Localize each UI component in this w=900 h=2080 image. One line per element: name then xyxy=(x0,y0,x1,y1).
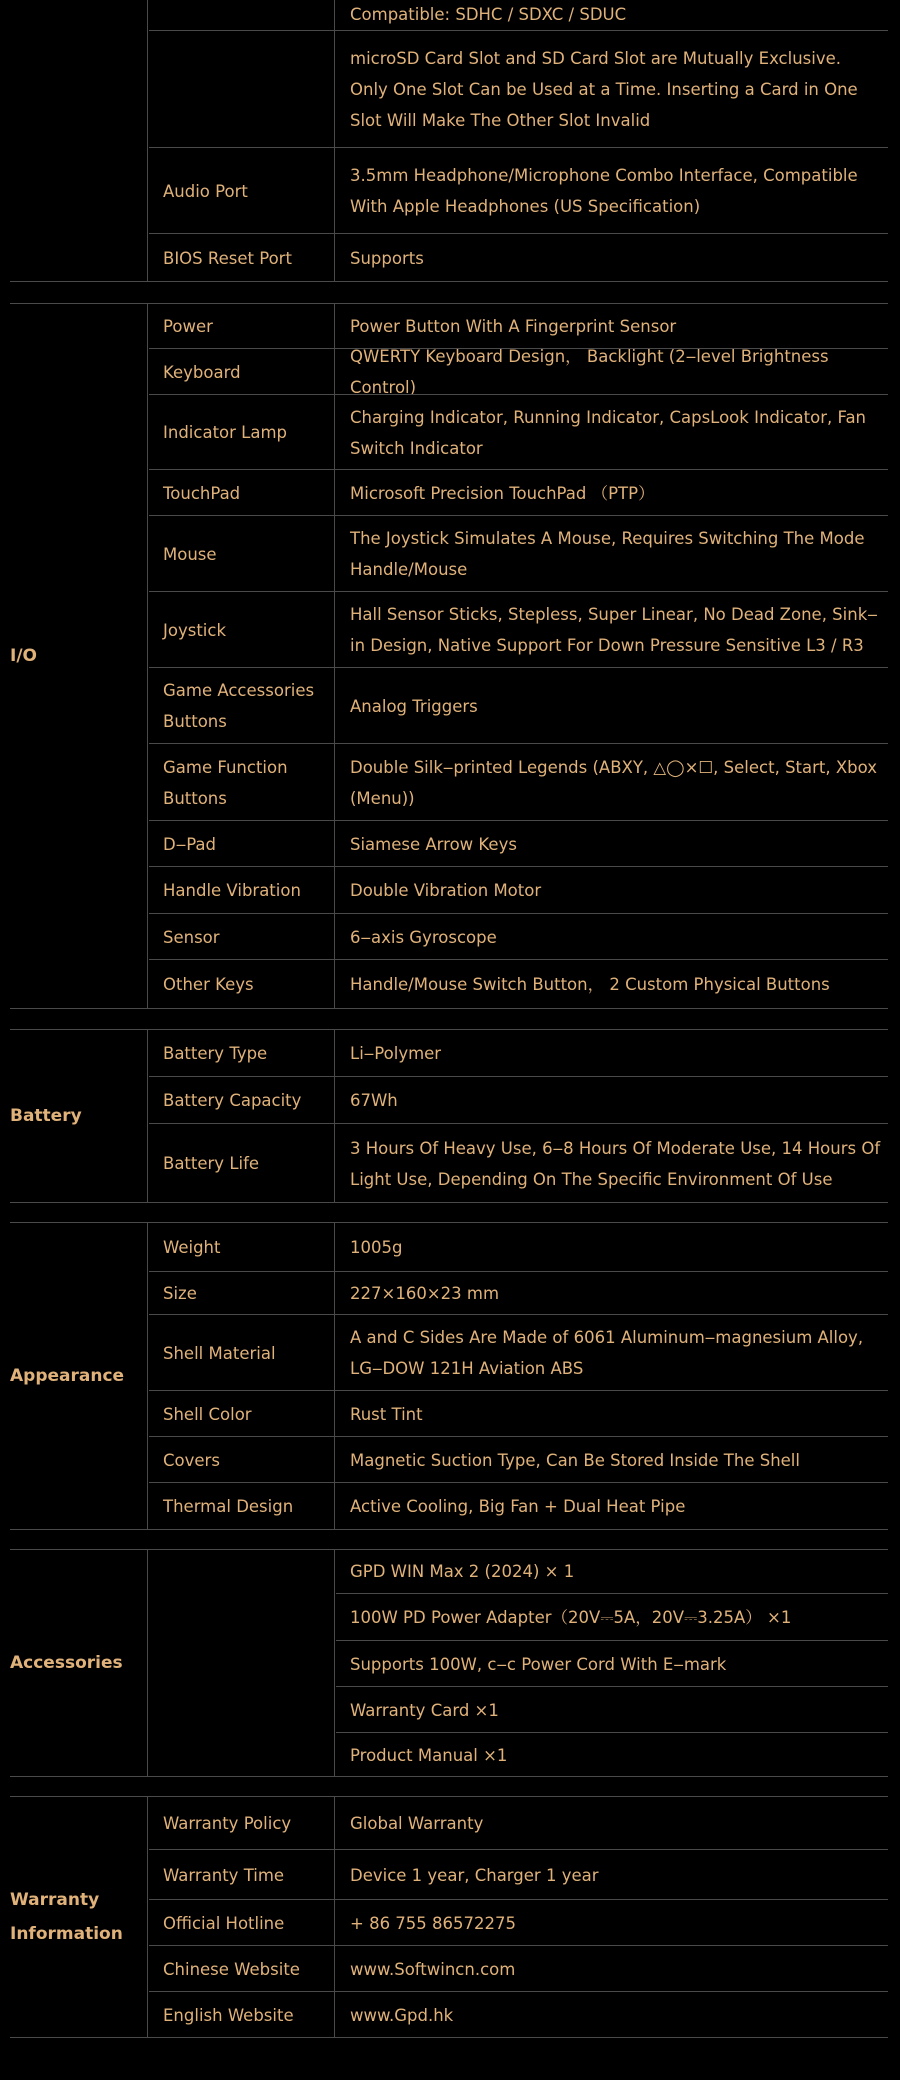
section-category: Accessories xyxy=(10,1550,148,1776)
spec-row xyxy=(149,1797,888,1849)
spec-row xyxy=(336,1732,888,1777)
spec-label: Game Function Buttons xyxy=(149,744,335,821)
spec-row xyxy=(149,1390,888,1437)
spec-value: Compatible: SDHC / SDXC / SDUC xyxy=(350,4,627,24)
spec-value[interactable]: www.Gpd.hk xyxy=(350,2005,454,2025)
spec-value: A and C Sides Are Made of 6061 Aluminum‒magnesium Alloy, LG‒DOW 121H Aviation ABS xyxy=(350,1328,864,1378)
spec-row xyxy=(149,1314,888,1391)
spec-value: Hall Sensor Sticks, Stepless, Super Linear, No Dead Zone, Sink‒in Design, Native Support For Down Pressure Sensitive L3 / R3 xyxy=(350,605,878,655)
spec-label: Mouse xyxy=(149,516,335,592)
spec-row xyxy=(149,667,888,744)
spec-row xyxy=(149,591,888,668)
spec-value: Global Warranty xyxy=(350,1813,484,1833)
spec-value: Microsoft Precision TouchPad （PTP） xyxy=(350,483,655,503)
spec-value: 227×160×23 mm xyxy=(350,1284,500,1303)
section-rows xyxy=(149,1223,888,1529)
spec-row xyxy=(149,469,888,516)
spec-label: Official Hotline xyxy=(149,1900,335,1946)
section-category xyxy=(10,0,148,281)
spec-value: + 86 755 86572275 xyxy=(350,1913,517,1933)
spec-label xyxy=(149,31,335,148)
spec-label: Shell Material xyxy=(149,1315,335,1391)
spec-value: 100W PD Power Adapter（20V⎓5A，20V⎓3.25A） ×1 xyxy=(350,1608,792,1627)
spec-label: Audio Port xyxy=(149,148,335,234)
spec-row xyxy=(149,1436,888,1483)
spec-section-io xyxy=(10,303,888,1009)
spec-section-warranty xyxy=(10,1796,888,2038)
spec-row xyxy=(149,820,888,867)
spec-label: Other Keys xyxy=(149,960,335,1009)
spec-label: TouchPad xyxy=(149,470,335,516)
spec-label: Warranty Time xyxy=(149,1850,335,1900)
spec-label: Keyboard xyxy=(149,349,335,395)
spec-row xyxy=(149,1550,888,1593)
section-rows xyxy=(149,1550,888,1776)
spec-label: Thermal Design xyxy=(149,1483,335,1530)
spec-label: Chinese Website xyxy=(149,1946,335,1992)
spec-row xyxy=(149,1271,888,1315)
spec-row xyxy=(149,394,888,470)
spec-row xyxy=(149,743,888,821)
spec-row xyxy=(149,866,888,914)
spec-value: Supports xyxy=(350,248,424,268)
spec-value: Supports 100W, c‒c Power Cord With E‒mark xyxy=(350,1654,727,1674)
spec-value: Magnetic Suction Type, Can Be Stored Inside The Shell xyxy=(350,1450,800,1470)
spec-label: Power xyxy=(149,304,335,348)
spec-value: Li‒Polymer xyxy=(350,1043,442,1063)
spec-label xyxy=(149,0,335,30)
section-category: I/O xyxy=(10,304,148,1008)
spec-row xyxy=(149,1945,888,1992)
spec-row xyxy=(149,1849,888,1900)
spec-row xyxy=(336,1640,888,1687)
spec-row xyxy=(149,1482,888,1530)
spec-label: Handle Vibration xyxy=(149,867,335,914)
spec-label: BIOS Reset Port xyxy=(149,234,335,282)
section-category: Appearance xyxy=(10,1223,148,1529)
spec-row xyxy=(149,348,888,395)
spec-row xyxy=(149,1123,888,1203)
spec-value: 1005g xyxy=(350,1237,403,1257)
spec-value: Warranty Card ×1 xyxy=(350,1700,499,1720)
spec-value: 3 Hours Of Heavy Use, 6‒8 Hours Of Moderate Use, 14 Hours Of Light Use, Depending On The Specific Environment Of Use xyxy=(350,1138,881,1189)
spec-label: Size xyxy=(149,1272,335,1315)
spec-value: 6‒axis Gyroscope xyxy=(350,927,497,947)
spec-row xyxy=(149,1223,888,1271)
spec-row xyxy=(149,147,888,234)
spec-value: GPD WIN Max 2 (2024) × 1 xyxy=(350,1562,575,1581)
spec-label: Joystick xyxy=(149,592,335,668)
spec-label: Warranty Policy xyxy=(149,1797,335,1849)
spec-row xyxy=(336,1686,888,1733)
spec-section-accessories xyxy=(10,1549,888,1777)
section-rows xyxy=(149,0,888,281)
spec-section-storage-ports xyxy=(10,0,888,282)
spec-row xyxy=(149,1899,888,1946)
spec-row xyxy=(149,913,888,960)
spec-value: 67Wh xyxy=(350,1091,398,1110)
spec-label: Game Accessories Buttons xyxy=(149,668,335,744)
spec-label: English Website xyxy=(149,1992,335,2038)
spec-value: QWERTY Keyboard Design， Backlight (2‒level Brightness Control) xyxy=(350,347,829,397)
spec-row xyxy=(149,1991,888,2038)
section-category: Battery xyxy=(10,1030,148,1202)
spec-section-battery xyxy=(10,1029,888,1203)
spec-value: 3.5mm Headphone/Microphone Combo Interface, Compatible With Apple Headphones (US Specification) xyxy=(350,166,858,216)
spec-label: Weight xyxy=(149,1223,335,1271)
section-rows xyxy=(149,1797,888,2037)
spec-value: Product Manual ×1 xyxy=(350,1745,508,1765)
spec-row xyxy=(149,515,888,592)
spec-row xyxy=(149,233,888,282)
spec-value: Analog Triggers xyxy=(350,696,478,716)
spec-value: Active Cooling, Big Fan + Dual Heat Pipe xyxy=(350,1497,686,1516)
spec-value: microSD Card Slot and SD Card Slot are Mutually Exclusive. Only One Slot Can be Used at a Time. Inserting a Card in One Slot Will Make The Other Slot Invalid xyxy=(350,49,858,130)
spec-row xyxy=(149,959,888,1009)
spec-row xyxy=(149,0,888,30)
section-rows xyxy=(149,1030,888,1202)
spec-row xyxy=(149,1030,888,1076)
spec-value: Handle/Mouse Switch Button， 2 Custom Physical Buttons xyxy=(350,975,830,994)
spec-value: Device 1 year, Charger 1 year xyxy=(350,1865,599,1885)
spec-label: Battery Capacity xyxy=(149,1077,335,1124)
spec-value: Double Silk‒printed Legends (ABXY, △◯×☐, Select, Start, Xbox (Menu)) xyxy=(350,757,877,808)
spec-row xyxy=(149,30,888,148)
spec-section-appearance xyxy=(10,1222,888,1530)
spec-value: Charging Indicator, Running Indicator, CapsLook Indicator, Fan Switch Indicator xyxy=(350,407,867,458)
spec-value: Power Button With A Fingerprint Sensor xyxy=(350,316,677,336)
spec-value[interactable]: www.Softwincn.com xyxy=(350,1959,516,1979)
section-category: Warranty Information xyxy=(10,1797,148,2037)
spec-value: Rust Tint xyxy=(350,1404,423,1424)
spec-label: Battery Life xyxy=(149,1124,335,1203)
spec-row xyxy=(149,1076,888,1124)
spec-label: Indicator Lamp xyxy=(149,395,335,470)
spec-value: Double Vibration Motor xyxy=(350,881,542,900)
spec-label: Battery Type xyxy=(149,1030,335,1076)
spec-row xyxy=(336,1593,888,1641)
spec-value: Siamese Arrow Keys xyxy=(350,834,517,854)
spec-label: Shell Color xyxy=(149,1391,335,1437)
spec-label: D‒Pad xyxy=(149,821,335,867)
spec-label: Covers xyxy=(149,1437,335,1483)
spec-value: The Joystick Simulates A Mouse, Requires Switching The Mode Handle/Mouse xyxy=(350,529,865,579)
spec-label: Sensor xyxy=(149,914,335,960)
section-rows xyxy=(149,304,888,1008)
